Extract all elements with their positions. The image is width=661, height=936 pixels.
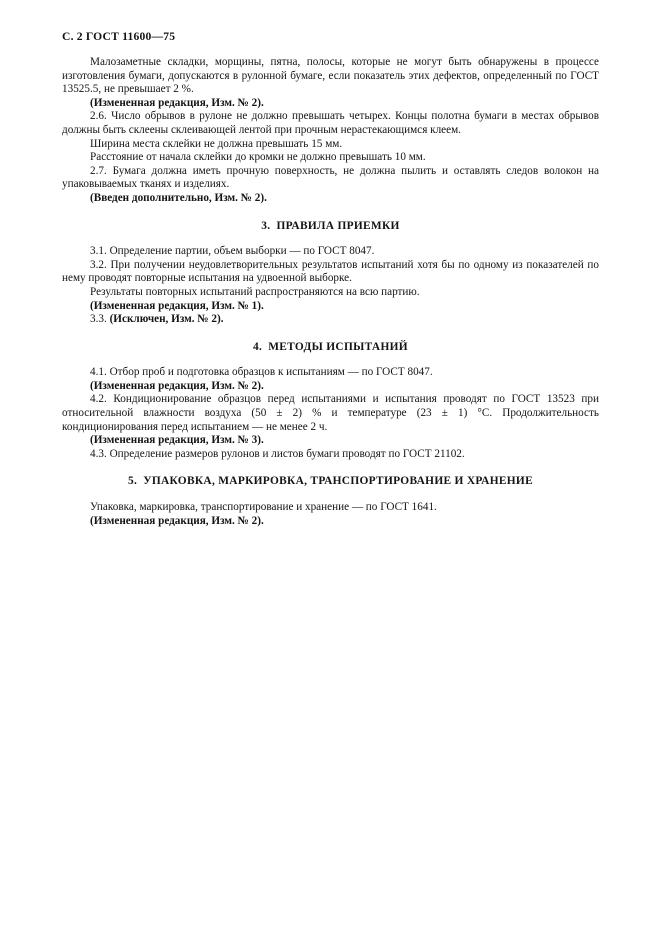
clause-3-3: [62, 313, 599, 327]
section-number: 4.: [253, 340, 263, 353]
clause-2-7: 2.7. Бумага должна иметь прочную поверхность, не должна пылить и оставлять следов волокон на упаковываемых тканях и изделиях.: [62, 164, 599, 191]
section-number: 3.: [261, 219, 271, 232]
amendment-note: (Измененная редакция, Изм. № 2).: [90, 514, 264, 527]
paragraph-repeat-results: Результаты повторных испытаний распространяются на всю партию.: [90, 285, 420, 298]
section-5-heading: [62, 475, 599, 489]
clause-3-2: 3.2. При получении неудовлетворительных результатов испытаний хотя бы по одному из показателей по нему проводят повторные испытания на удвоенной выборке.: [62, 258, 599, 285]
amendment-note: (Измененная редакция, Изм. № 2).: [90, 96, 264, 109]
section-4-heading: [62, 341, 599, 355]
section-title: УПАКОВКА, МАРКИРОВКА, ТРАНСПОРТИРОВАНИЕ И ХРАНЕНИЕ: [143, 475, 533, 488]
paragraph-splice-width: Ширина места склейки не должна превышать 15 мм.: [90, 137, 343, 150]
paragraph-packaging: Упаковка, маркировка, транспортирование и хранение — по ГОСТ 1641.: [90, 501, 437, 514]
amendment-note: (Измененная редакция, Изм. № 3).: [90, 434, 264, 447]
amendment-note: (Введен дополнительно, Изм. № 2).: [90, 191, 267, 204]
paragraph-splice-distance: Расстояние от начала склейки до кромки не должно превышать 10 мм.: [90, 151, 426, 164]
amendment-note: (Измененная редакция, Изм. № 2).: [90, 379, 264, 392]
clause-number: 3.3.: [90, 313, 107, 326]
clause-4-2: 4.2. Кондиционирование образцов перед испытаниями и испытания проводят по ГОСТ 13523 при относительной влажности воздуха (50 ± 2) % и температуре (23 ± 1) °С. Продолжительность кондиционирования перед испытанием — не менее 2 ч.: [62, 393, 599, 433]
page-header: С. 2 ГОСТ 11600—75: [62, 30, 176, 43]
section-title: ПРАВИЛА ПРИЕМКИ: [276, 219, 400, 232]
clause-4-1: 4.1. Отбор проб и подготовка образцов к испытаниям — по ГОСТ 8047.: [90, 366, 433, 379]
paragraph-defects: Малозаметные складки, морщины, пятна, полосы, которые не могут быть обнаружены в процессе изготовления бумаги, допускаются в рулонной бумаге, если показатель этих дефектов, определенный по ГОСТ 13525.5, не превышает 2 %.: [62, 56, 599, 96]
clause-4-3: 4.3. Определение размеров рулонов и листов бумаги проводят по ГОСТ 21102.: [90, 447, 465, 460]
section-3-heading: [62, 220, 599, 234]
amendment-note: (Измененная редакция, Изм. № 1).: [90, 299, 264, 312]
section-title: МЕТОДЫ ИСПЫТАНИЙ: [268, 340, 408, 353]
section-number: 5.: [128, 475, 138, 488]
document-body: [62, 56, 599, 528]
clause-3-1: 3.1. Определение партии, объем выборки — по ГОСТ 8047.: [90, 245, 375, 258]
clause-2-6: 2.6. Число обрывов в рулоне не должно превышать четырех. Концы полотна бумаги в местах обрывов должны быть склеены склеивающей лентой при прочным нерастекающимся клеем.: [62, 110, 599, 136]
clause-excluded-note: (Исключен, Изм. № 2).: [109, 313, 224, 326]
